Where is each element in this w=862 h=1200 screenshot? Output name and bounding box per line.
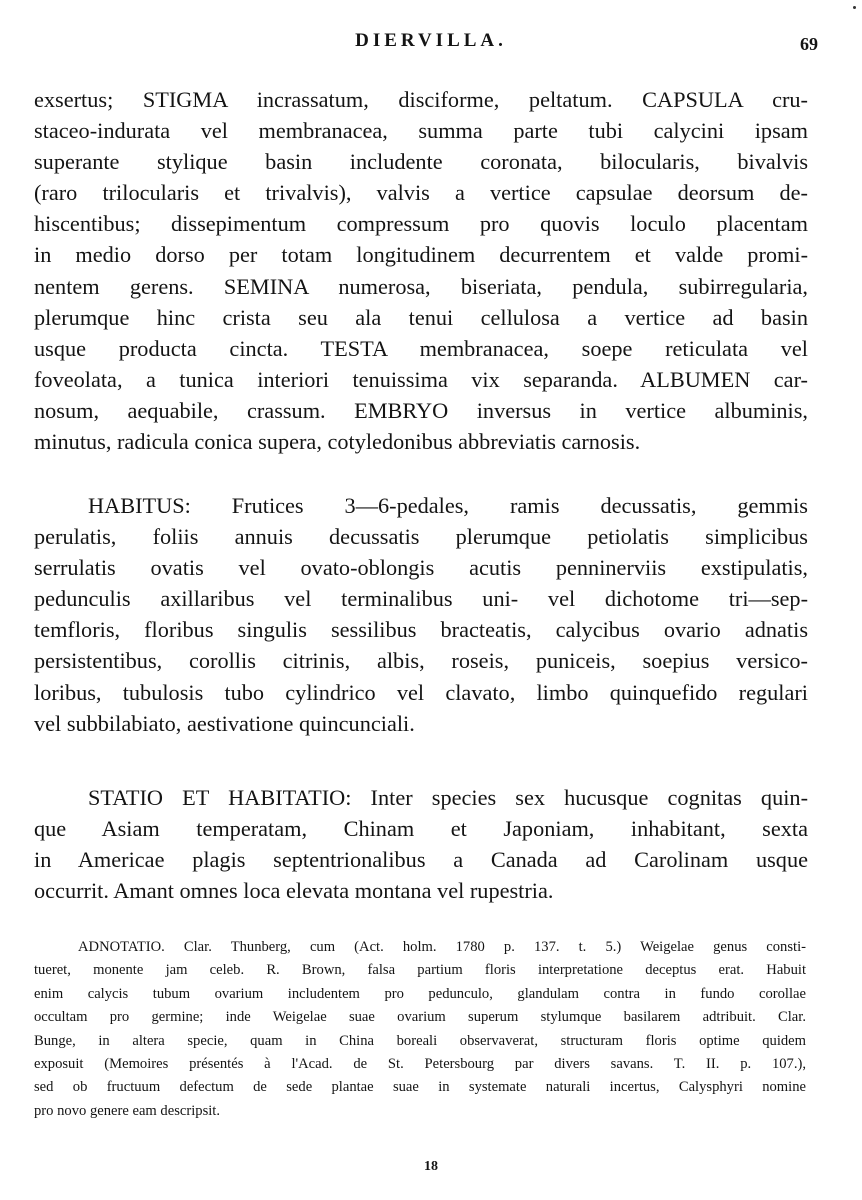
annotatio-line: occultam pro germine; inde Weigelae suae ovarium superum stylumque basilarem adtribuit. Clar. <box>34 1009 806 1026</box>
print-speck <box>853 6 856 9</box>
annotatio-line: ADNOTATIO. Clar. Thunberg, cum (Act. holm. 1780 p. 137. t. 5.) Weigelae genus consti- <box>78 939 806 955</box>
statio-line: que Asiam temperatam, Chinam et Japoniam, inhabitant, sexta <box>34 816 808 842</box>
annotatio-line: tueret, monente jam celeb. R. Brown, falsa partium floris interpretatione deceptus erat. Habuit <box>34 962 806 979</box>
description-line: in medio dorso per totam longitudinem decurrentem et valde promi- <box>34 242 808 268</box>
signature-mark: 18 <box>424 1159 438 1174</box>
annotatio-line: sed ob fructuum defectum de sede plantae suae in systemate naturali incertus, Calysphyri nomine <box>34 1079 806 1096</box>
habitus-line: vel subbilabiato, aestivatione quincunciali. <box>34 710 415 736</box>
description-line: hiscentibus; dissepimentum compressum pro quovis loculo placentam <box>34 211 808 237</box>
annotatio-line: pro novo genere eam descripsit. <box>34 1102 221 1119</box>
description-line: nosum, aequabile, crassum. EMBRYO inversus in vertice albuminis, <box>34 397 808 423</box>
habitus-line: pedunculis axillaribus vel terminalibus uni- vel dichotome tri—sep- <box>34 586 808 612</box>
description-line: superante stylique basin includente coronata, bilocularis, bivalvis <box>34 149 808 175</box>
description-line: foveolata, a tunica interiori tenuissima vix separanda. ALBUMEN car- <box>34 366 808 392</box>
description-line: exsertus; STIGMA incrassatum, disciforme, peltatum. CAPSULA cru- <box>34 87 808 112</box>
description-line: usque producta cincta. TESTA membranacea, soepe reticulata vel <box>34 335 808 361</box>
statio-line: STATIO ET HABITATIO: Inter species sex hucusque cognitas quin- <box>88 785 808 810</box>
habitus-line: persistentibus, corollis citrinis, albis, roseis, puniceis, soepius versico- <box>34 648 808 674</box>
description-line: staceo-indurata vel membranacea, summa parte tubi calycini ipsam <box>34 118 808 144</box>
annotatio-line: enim calycis tubum ovarium includentem pro pedunculo, glandulam contra in fundo corollae <box>34 985 806 1002</box>
statio-line: occurrit. Amant omnes loca elevata montana vel rupestria. <box>34 878 554 904</box>
statio-paragraph <box>34 782 808 906</box>
description-paragraph <box>34 84 808 457</box>
description-line: nentem gerens. SEMINA numerosa, biseriata, pendula, subirregularia, <box>34 273 808 299</box>
habitus-line: temfloris, floribus singulis sessilibus bracteatis, calycibus ovario adnatis <box>34 617 808 643</box>
habitus-line: loribus, tubulosis tubo cylindrico vel clavato, limbo quinquefido regulari <box>34 679 808 705</box>
annotatio-line: exposuit (Memoires présentés à l'Acad. de St. Petersbourg par divers savans. T. II. p. 107.), <box>34 1056 806 1073</box>
annotatio-line: Bunge, in altera specie, quam in China boreali observaverat, structuram floris optime quidem <box>34 1032 806 1049</box>
running-title: DIERVILLA. <box>355 30 507 51</box>
habitus-line: perulatis, foliis annuis decussatis plerumque petiolatis simplicibus <box>34 524 808 550</box>
habitus-line: HABITUS: Frutices 3—6-pedales, ramis decussatis, gemmis <box>88 493 808 518</box>
description-line: minutus, radicula conica supera, cotyledonibus abbreviatis carnosis. <box>34 429 641 455</box>
habitus-line: serrulatis ovatis vel ovato-oblongis acutis penninerviis exstipulatis, <box>34 555 808 581</box>
annotatio-note <box>34 936 806 1123</box>
page-number: 69 <box>800 34 818 54</box>
habitus-paragraph <box>34 490 808 739</box>
statio-line: in Americae plagis septentrionalibus a Canada ad Carolinam usque <box>34 847 808 873</box>
description-line: (raro trilocularis et trivalvis), valvis a vertice capsulae deorsum de- <box>34 180 808 206</box>
description-line: plerumque hinc crista seu ala tenui cellulosa a vertice ad basin <box>34 304 808 330</box>
